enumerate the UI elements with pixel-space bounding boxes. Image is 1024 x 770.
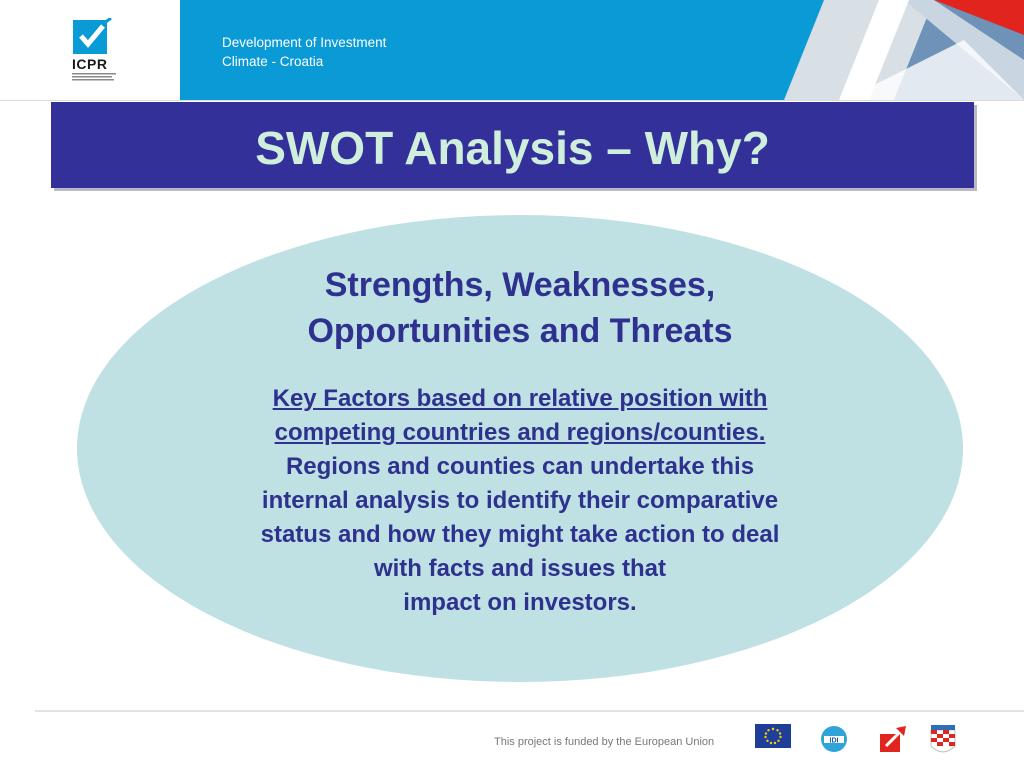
heading-line2: Opportunities and Threats xyxy=(307,312,733,350)
swot-heading xyxy=(190,262,850,354)
header-subtitle-line2: Climate - Croatia xyxy=(222,54,324,69)
funding-text: This project is funded by the European Union xyxy=(494,736,715,748)
heading-line1: Strengths, Weaknesses, xyxy=(324,266,716,304)
body-line1: Regions and counties can undertake this xyxy=(285,453,755,480)
eu-flag-icon xyxy=(755,724,791,748)
footer xyxy=(35,710,1024,770)
red-arrow-logo-icon xyxy=(878,724,910,754)
header xyxy=(0,0,1024,101)
header-band xyxy=(180,0,1024,100)
checkmark-logo-icon xyxy=(73,18,113,56)
body-line3: status and how they might take action to deal xyxy=(260,521,780,548)
logo-tagline xyxy=(72,72,116,82)
header-subtitle-line1: Development of Investment xyxy=(222,35,387,50)
body-line2: internal analysis to identify their comparative xyxy=(261,487,779,514)
key-factors-line2: competing countries and regions/counties. xyxy=(274,419,766,446)
body-line4: with facts and issues that xyxy=(373,555,667,582)
key-factors-line1: Key Factors based on relative position with xyxy=(272,385,768,412)
svg-text:IDI: IDI xyxy=(829,737,839,745)
ellipse-content xyxy=(190,262,850,620)
idi-logo-icon xyxy=(819,724,849,754)
header-subtitle xyxy=(222,33,386,71)
flag-decoration xyxy=(784,0,1024,100)
logo-block xyxy=(0,0,180,100)
body-paragraph xyxy=(190,382,850,620)
logo-text: ICPR xyxy=(72,56,108,72)
page-title: SWOT Analysis – Why? xyxy=(255,122,770,174)
croatia-coat-of-arms-icon xyxy=(929,724,957,758)
title-bar xyxy=(51,102,974,188)
body-line5: impact on investors. xyxy=(403,589,637,616)
